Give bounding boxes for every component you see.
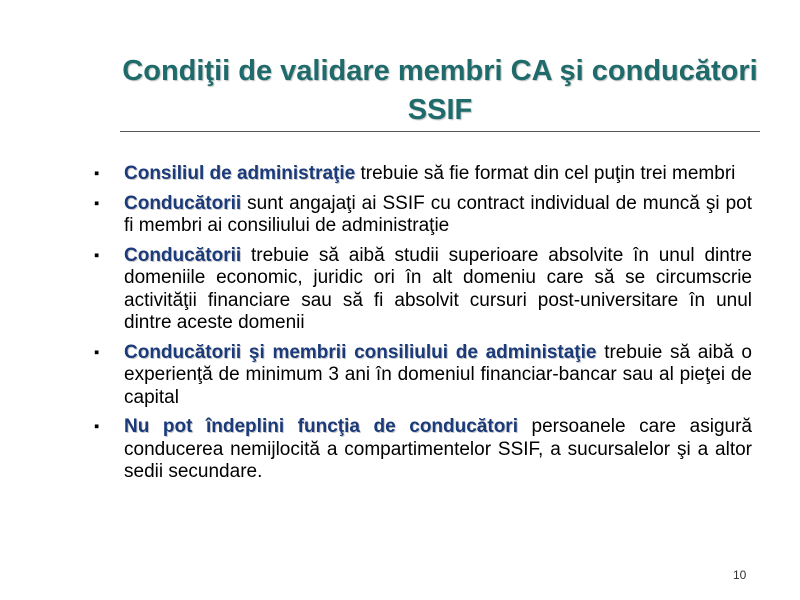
slide-title: Condiţii de validare membri CA şi conducători SSIF <box>122 55 758 126</box>
bullet-emphasis: Conducătorii şi membrii consiliului de administaţie <box>124 341 597 363</box>
bullet-item <box>92 342 752 410</box>
bullet-emphasis: Conducătorii <box>124 192 242 214</box>
bullet-square-icon: ▪ <box>94 418 100 435</box>
bullet-text: trebuie să fie format din cel puţin trei membri <box>355 163 736 184</box>
title-divider <box>120 131 760 132</box>
bullet-list <box>92 163 752 491</box>
bullet-emphasis: Consiliul de administraţie <box>124 163 356 184</box>
bullet-square-icon: ▪ <box>94 246 100 264</box>
bullet-text: persoanele care asigură conducerea nemijlocită a compartimentelor SSIF, a sucursalelor şi a altor sedii secundare. <box>124 416 752 482</box>
bullet-emphasis: Nu pot îndeplini funcţia de conducători <box>124 416 518 437</box>
bullet-square-icon: ▪ <box>94 194 100 212</box>
bullet-emphasis: Conducătorii <box>124 244 242 266</box>
bullet-item <box>92 245 752 335</box>
page-number: 10 <box>733 568 747 582</box>
bullet-item <box>92 416 752 484</box>
bullet-text: trebuie să aibă o experienţă de minimum 3 ani în domeniul financiar-bancar sau al pieţei de capital <box>124 341 752 408</box>
bullet-square-icon: ▪ <box>94 165 100 182</box>
bullet-text: trebuie să aibă studii superioare absolvite în unul dintre domeniile economic, juridic ori în alt domeniu care să se circumscrie activităţii financiare sau să fi absolvit cursuri post-universitare în unul dintre aceste domenii <box>124 244 752 333</box>
bullet-item <box>92 163 752 186</box>
bullet-item <box>92 193 752 238</box>
bullet-square-icon: ▪ <box>94 343 100 361</box>
bullet-text: sunt angajaţi ai SSIF cu contract individual de muncă şi pot fi membri ai consiliului de administraţie <box>124 192 752 236</box>
